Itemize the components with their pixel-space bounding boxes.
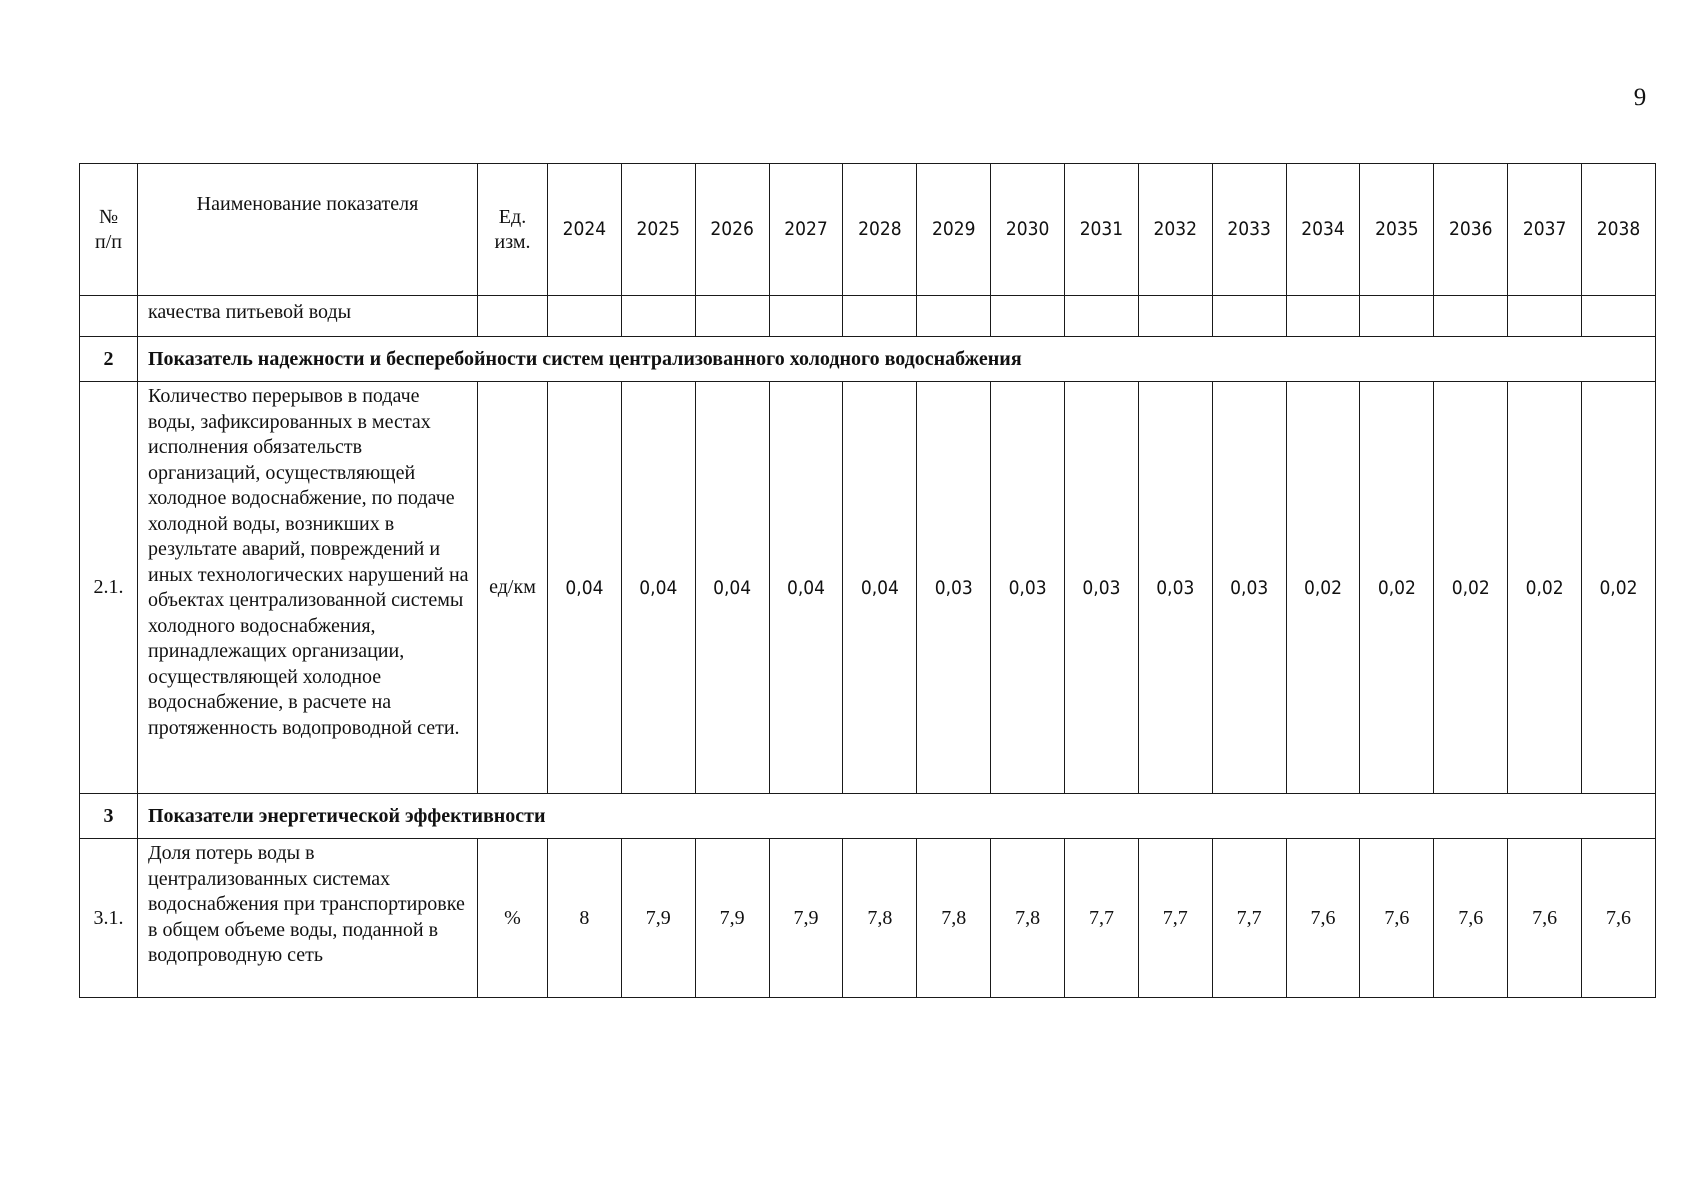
value-cell: 7,7 bbox=[1138, 839, 1212, 998]
section-title: Показатели энергетической эффективности bbox=[138, 794, 1656, 839]
value-cell: 7,7 bbox=[1212, 839, 1286, 998]
value-cell: 0,03 bbox=[1065, 382, 1139, 794]
empty-cell bbox=[1286, 296, 1360, 337]
empty-cell bbox=[548, 296, 622, 337]
value-cell: 7,9 bbox=[621, 839, 695, 998]
header-year: 2030 bbox=[991, 164, 1065, 296]
row-number: 2.1. bbox=[80, 382, 138, 794]
empty-cell bbox=[695, 296, 769, 337]
header-year: 2038 bbox=[1582, 164, 1656, 296]
header-year: 2037 bbox=[1508, 164, 1582, 296]
header-year: 2032 bbox=[1138, 164, 1212, 296]
table-row bbox=[80, 839, 1656, 998]
value-cell: 7,8 bbox=[917, 839, 991, 998]
empty-cell bbox=[1065, 296, 1139, 337]
value-cell: 0,02 bbox=[1360, 382, 1434, 794]
header-year: 2026 bbox=[695, 164, 769, 296]
value-cell: 7,8 bbox=[843, 839, 917, 998]
value-cell: 0,04 bbox=[843, 382, 917, 794]
value-cell: 0,02 bbox=[1582, 382, 1656, 794]
value-cell: 0,04 bbox=[695, 382, 769, 794]
header-year: 2024 bbox=[548, 164, 622, 296]
header-year: 2027 bbox=[769, 164, 843, 296]
empty-cell bbox=[1434, 296, 1508, 337]
empty-cell bbox=[1508, 296, 1582, 337]
value-cell: 0,03 bbox=[1212, 382, 1286, 794]
section-number: 2 bbox=[80, 337, 138, 382]
header-name: Наименование показателя bbox=[138, 164, 478, 296]
empty-cell bbox=[843, 296, 917, 337]
value-cell: 7,6 bbox=[1360, 839, 1434, 998]
value-cell: 0,03 bbox=[991, 382, 1065, 794]
empty-cell bbox=[1360, 296, 1434, 337]
header-unit: Ед. изм. bbox=[478, 164, 548, 296]
empty-cell bbox=[621, 296, 695, 337]
header-year: 2033 bbox=[1212, 164, 1286, 296]
section-row bbox=[80, 337, 1656, 382]
empty-cell bbox=[1212, 296, 1286, 337]
empty-cell bbox=[917, 296, 991, 337]
header-year: 2029 bbox=[917, 164, 991, 296]
empty-cell bbox=[769, 296, 843, 337]
value-cell: 0,04 bbox=[621, 382, 695, 794]
page-number: 9 bbox=[1633, 84, 1647, 111]
row-number: 3.1. bbox=[80, 839, 138, 998]
empty-cell bbox=[1138, 296, 1212, 337]
value-cell: 0,03 bbox=[917, 382, 991, 794]
value-cell: 7,8 bbox=[991, 839, 1065, 998]
value-cell: 7,6 bbox=[1286, 839, 1360, 998]
value-cell: 7,7 bbox=[1065, 839, 1139, 998]
value-cell: 0,03 bbox=[1138, 382, 1212, 794]
header-row bbox=[80, 164, 1656, 296]
empty-cell bbox=[991, 296, 1065, 337]
header-year: 2034 bbox=[1286, 164, 1360, 296]
section-row bbox=[80, 794, 1656, 839]
value-cell: 8 bbox=[548, 839, 622, 998]
value-cell: 7,9 bbox=[695, 839, 769, 998]
indicator-name: Доля потерь воды в централизованных системах водоснабжения при транспортировке в общем объеме воды, поданной в водопроводную сеть bbox=[138, 839, 478, 998]
continuation-row bbox=[80, 296, 1656, 337]
empty-cell bbox=[80, 296, 138, 337]
unit-cell: % bbox=[478, 839, 548, 998]
value-cell: 0,04 bbox=[548, 382, 622, 794]
value-cell: 0,02 bbox=[1286, 382, 1360, 794]
value-cell: 7,6 bbox=[1582, 839, 1656, 998]
indicator-name: Количество перерывов в подаче воды, зафиксированных в местах исполнения обязательств организаций, осуществляющей холодное водоснабжение, по подаче холодной воды, возникших в результате аварий, повреждений и иных технологических нарушений на объектах централизованной системы холодного водоснабжения, принадлежащих организации, осуществляющей холодное водоснабжение, в расчете на протяженность водопроводной сети. bbox=[138, 382, 478, 794]
empty-cell bbox=[478, 296, 548, 337]
empty-cell bbox=[1582, 296, 1656, 337]
header-year: 2036 bbox=[1434, 164, 1508, 296]
indicators-table bbox=[79, 163, 1656, 998]
header-year: 2028 bbox=[843, 164, 917, 296]
value-cell: 0,02 bbox=[1508, 382, 1582, 794]
value-cell: 0,02 bbox=[1434, 382, 1508, 794]
unit-cell: ед/км bbox=[478, 382, 548, 794]
value-cell: 7,6 bbox=[1434, 839, 1508, 998]
header-year: 2035 bbox=[1360, 164, 1434, 296]
header-year: 2031 bbox=[1065, 164, 1139, 296]
table-row bbox=[80, 382, 1656, 794]
section-title: Показатель надежности и бесперебойности систем централизованного холодного водоснабжения bbox=[138, 337, 1656, 382]
value-cell: 0,04 bbox=[769, 382, 843, 794]
section-number: 3 bbox=[80, 794, 138, 839]
header-num: № п/п bbox=[80, 164, 138, 296]
value-cell: 7,6 bbox=[1508, 839, 1582, 998]
header-year: 2025 bbox=[621, 164, 695, 296]
value-cell: 7,9 bbox=[769, 839, 843, 998]
continuation-name: качества питьевой воды bbox=[138, 296, 478, 337]
